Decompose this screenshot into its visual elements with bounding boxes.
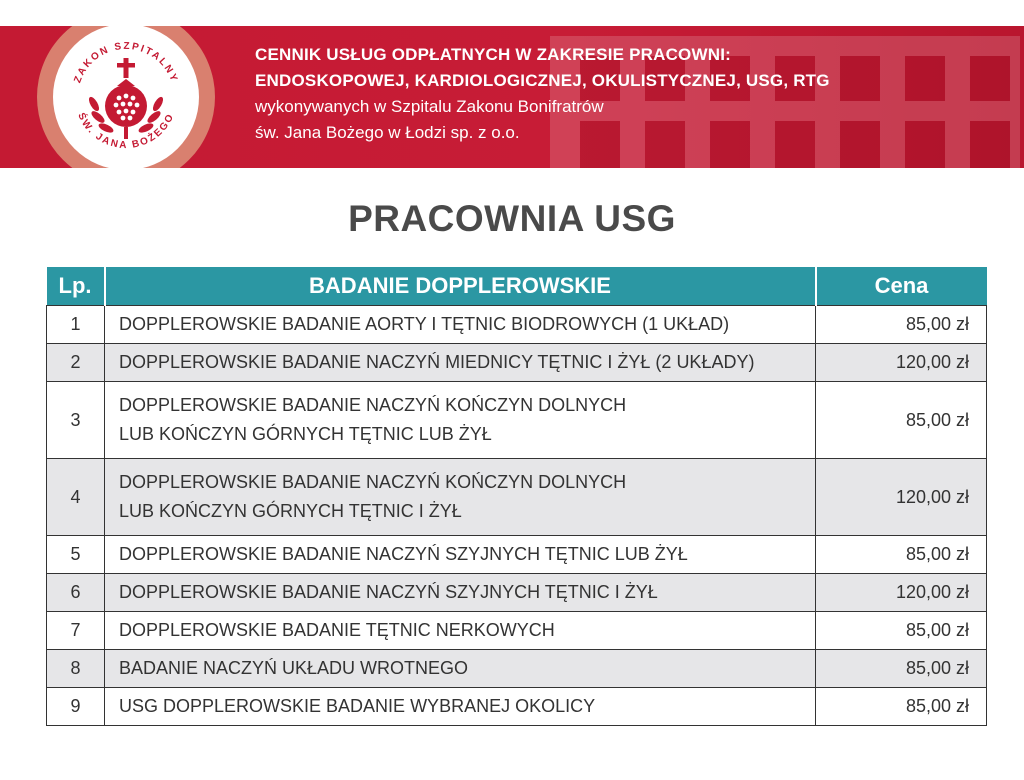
table-row: [47, 382, 987, 459]
row-description: [105, 344, 816, 382]
row-number: 4: [47, 459, 105, 536]
row-price: 120,00 zł: [816, 459, 987, 536]
row-number: 3: [47, 382, 105, 459]
description-line: LUB KOŃCZYN GÓRNYCH TĘTNIC LUB ŻYŁ: [119, 424, 492, 444]
row-description: [105, 536, 816, 574]
row-description: [105, 459, 816, 536]
table-row: [47, 306, 987, 344]
price-table: [46, 267, 987, 726]
table-row: [47, 574, 987, 612]
description-line: DOPPLEROWSKIE BADANIE AORTY I TĘTNIC BIODROWYCH (1 UKŁAD): [119, 314, 730, 334]
table-row: [47, 650, 987, 688]
row-description: [105, 574, 816, 612]
hospital-logo: [53, 26, 199, 168]
header-subtitle-line2: św. Jana Bożego w Łodzi sp. z o.o.: [255, 123, 520, 142]
row-number: 7: [47, 612, 105, 650]
description-line: DOPPLEROWSKIE BADANIE NACZYŃ SZYJNYCH TĘTNIC I ŻYŁ: [119, 582, 658, 602]
row-description: [105, 612, 816, 650]
header-title-line2: ENDOSKOPOWEJ, KARDIOLOGICZNEJ, OKULISTYCZNEJ, USG, RTG: [255, 71, 830, 90]
table-row: [47, 688, 987, 726]
col-header-price: Cena: [816, 267, 987, 306]
row-description: [105, 650, 816, 688]
page-title: PRACOWNIA USG: [348, 198, 676, 239]
row-price: 120,00 zł: [816, 574, 987, 612]
table-header-row: [47, 267, 987, 306]
row-price: 85,00 zł: [816, 612, 987, 650]
row-number: 6: [47, 574, 105, 612]
row-price: 85,00 zł: [816, 382, 987, 459]
header-title-line1: CENNIK USŁUG ODPŁATNYCH W ZAKRESIE PRACOWNI:: [255, 45, 731, 64]
row-description: [105, 688, 816, 726]
row-price: 85,00 zł: [816, 536, 987, 574]
row-description: [105, 306, 816, 344]
description-line: DOPPLEROWSKIE BADANIE NACZYŃ KOŃCZYN DOLNYCH: [119, 395, 627, 415]
row-number: 9: [47, 688, 105, 726]
row-description: [105, 382, 816, 459]
col-header-description: BADANIE DOPPLEROWSKIE: [105, 267, 816, 306]
header-banner: [0, 26, 1024, 168]
col-header-lp: Lp.: [47, 267, 105, 306]
row-number: 2: [47, 344, 105, 382]
table-row: [47, 344, 987, 382]
description-line: BADANIE NACZYŃ UKŁADU WROTNEGO: [119, 658, 469, 678]
row-price: 120,00 zł: [816, 344, 987, 382]
description-line: DOPPLEROWSKIE BADANIE NACZYŃ KOŃCZYN DOLNYCH: [119, 472, 627, 492]
row-price: 85,00 zł: [816, 650, 987, 688]
table-row: [47, 459, 987, 536]
description-line: DOPPLEROWSKIE BADANIE TĘTNIC NERKOWYCH: [119, 620, 555, 640]
banner-text: [255, 42, 915, 146]
svg-text:ŚW. JANA BOŻEGO: ŚW. JANA BOŻEGO: [75, 111, 177, 152]
table-row: [47, 612, 987, 650]
table-row: [47, 536, 987, 574]
row-price: 85,00 zł: [816, 306, 987, 344]
row-number: 1: [47, 306, 105, 344]
row-number: 5: [47, 536, 105, 574]
description-line: USG DOPPLEROWSKIE BADANIE WYBRANEJ OKOLICY: [119, 696, 596, 716]
row-number: 8: [47, 650, 105, 688]
svg-text:ZAKON SZPITALNY: ZAKON SZPITALNY: [72, 40, 180, 85]
row-price: 85,00 zł: [816, 688, 987, 726]
description-line: LUB KOŃCZYN GÓRNYCH TĘTNIC I ŻYŁ: [119, 501, 462, 521]
header-subtitle-line1: wykonywanych w Szpitalu Zakonu Bonifratrów: [255, 97, 604, 116]
description-line: DOPPLEROWSKIE BADANIE NACZYŃ MIEDNICY TĘTNIC I ŻYŁ (2 UKŁADY): [119, 352, 755, 372]
description-line: DOPPLEROWSKIE BADANIE NACZYŃ SZYJNYCH TĘTNIC LUB ŻYŁ: [119, 544, 688, 564]
